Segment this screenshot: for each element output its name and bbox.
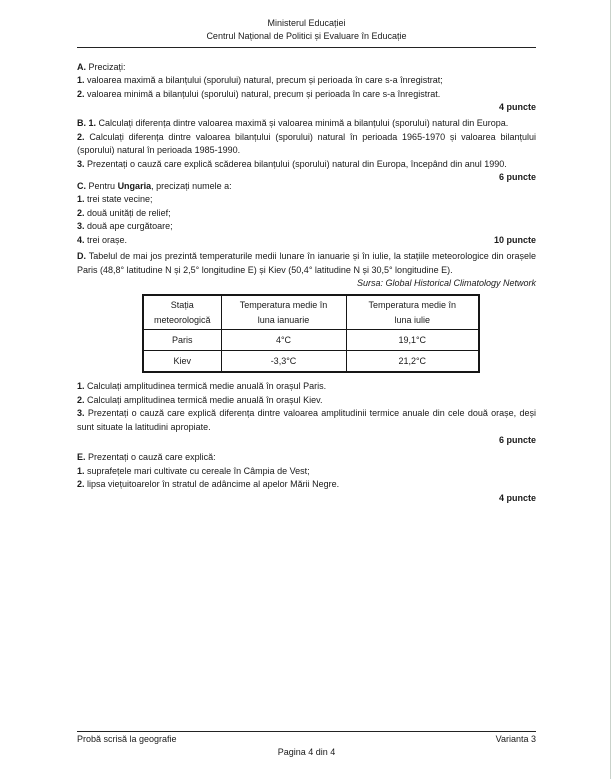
section-d-intro: D. Tabelul de mai jos prezintă temperaturile medii lunare în ianuarie și în iulie, la stațiile meteorologice din orașele Paris (48,8° latitudine N și 2,5° longitudine E) și Kiev (50,4° latitudine N și 30,5° longitudine E).: [77, 251, 537, 275]
section-e-label: E.: [77, 452, 86, 463]
cell-paris-july: 19,1°C: [346, 330, 479, 351]
section-d-item-1: 1. Calculați amplitudinea termică medie anuală în orașul Paris.: [77, 381, 327, 392]
section-e-points: 4 puncte: [498, 492, 536, 503]
table-source: Sursa: Global Historical Climatology Network: [356, 277, 536, 288]
section-d-questions: [77, 380, 536, 447]
cell-paris-january: 4°C: [221, 330, 346, 351]
footer-rule: [77, 731, 536, 732]
header-rule: [77, 47, 536, 48]
table-header-station: Stația meteorologică: [143, 295, 221, 330]
document-header: [77, 0, 536, 44]
section-e-item-1: 1. suprafețele mari cultivate cu cereale în Câmpia de Vest;: [77, 465, 310, 476]
section-c-item-2: 2. două unități de relief;: [77, 207, 171, 218]
section-b-points: 6 puncte: [498, 172, 536, 183]
footer-variant: Varianta 3: [495, 734, 536, 744]
temperature-table: [142, 294, 480, 373]
section-c-points: 10 puncte: [493, 234, 536, 245]
footer-exam-name: Probă scrisă la geografie: [77, 734, 177, 744]
section-d: [77, 250, 536, 447]
cell-kiev-station: Kiev: [143, 351, 221, 373]
table-header-january: Temperatura medie în luna ianuarie: [221, 295, 346, 330]
footer-page-number: Pagina 4 din 4: [277, 747, 336, 758]
section-a-intro: A. Precizați:: [77, 61, 126, 72]
section-c-intro: C. Pentru Ungaria, precizați numele a:: [77, 181, 232, 192]
section-b-item-3: 3. Prezentați o cauză care explică scăderea bilanțului (sporului) natural din Europa, începând din anul 1990. 6 puncte: [77, 158, 536, 171]
page-content: [77, 0, 536, 505]
section-e-item-2: 2. lipsa viețuitoarelor în stratul de adâncime al apelor Mării Negre.: [77, 479, 340, 490]
section-d-item-2: 2. Calculați amplitudinea termică medie anuală în orașul Kiev.: [77, 394, 323, 405]
table-row-paris: [143, 330, 479, 351]
section-c-item-4-row: [77, 234, 536, 247]
section-a-label: A.: [77, 61, 86, 72]
section-a: [77, 61, 536, 115]
page-edge-line: [610, 0, 611, 779]
section-a-points: 4 puncte: [498, 102, 536, 113]
ministry-title: Ministerul Educației: [267, 18, 346, 28]
table-header-row: [143, 295, 479, 330]
section-c-item-4: 4. trei orașe.: [77, 234, 128, 245]
section-c: [77, 180, 536, 247]
section-e: [77, 451, 536, 505]
document-footer: [77, 731, 536, 760]
table-header-july: Temperatura medie în luna iulie: [346, 295, 479, 330]
section-a-item-1: 1. valoarea maximă a bilanțului (sporului) natural, precum și perioada în care s-a înregistrat;: [77, 75, 443, 86]
cell-paris-station: Paris: [143, 330, 221, 351]
section-e-intro: E. Prezentați o cauză care explică:: [77, 452, 216, 463]
section-c-item-1: 1. trei state vecine;: [77, 194, 153, 205]
cell-kiev-january: -3,3°C: [221, 351, 346, 373]
cell-kiev-july: 21,2°C: [346, 351, 479, 373]
section-a-item-2: 2. valoarea minimă a bilanțului (sporului) natural, precum și perioada în care s-a înregistrat.: [77, 88, 441, 99]
section-b-item-2: 2. Calculați diferența dintre valoarea bilanțului (sporului) natural în perioada 1965-1970 și valoarea bilanțului (sporului) natural în perioada 1985-1990.: [77, 131, 536, 156]
section-b-item-1: B. 1. Calculați diferența dintre valoarea maximă și valoarea minimă a bilanțului (sporului) natural din Europa.: [77, 118, 509, 129]
section-c-label: C.: [77, 181, 86, 192]
section-d-points: 6 puncte: [498, 434, 536, 445]
section-c-item-3: 3. două ape curgătoare;: [77, 221, 173, 232]
table-row-kiev: [143, 351, 479, 373]
section-d-item-3: 3. Prezentați o cauză care explică diferența dintre valoarea amplitudinii termice anuale din cele două orașe, deși sunt situate la latitudini apropiate.: [77, 408, 536, 432]
footer-row: [77, 733, 536, 746]
section-d-label: D.: [77, 251, 86, 262]
section-b: [77, 117, 536, 183]
institution-title: Centrul Național de Politici și Evaluare în Educație: [206, 31, 407, 42]
